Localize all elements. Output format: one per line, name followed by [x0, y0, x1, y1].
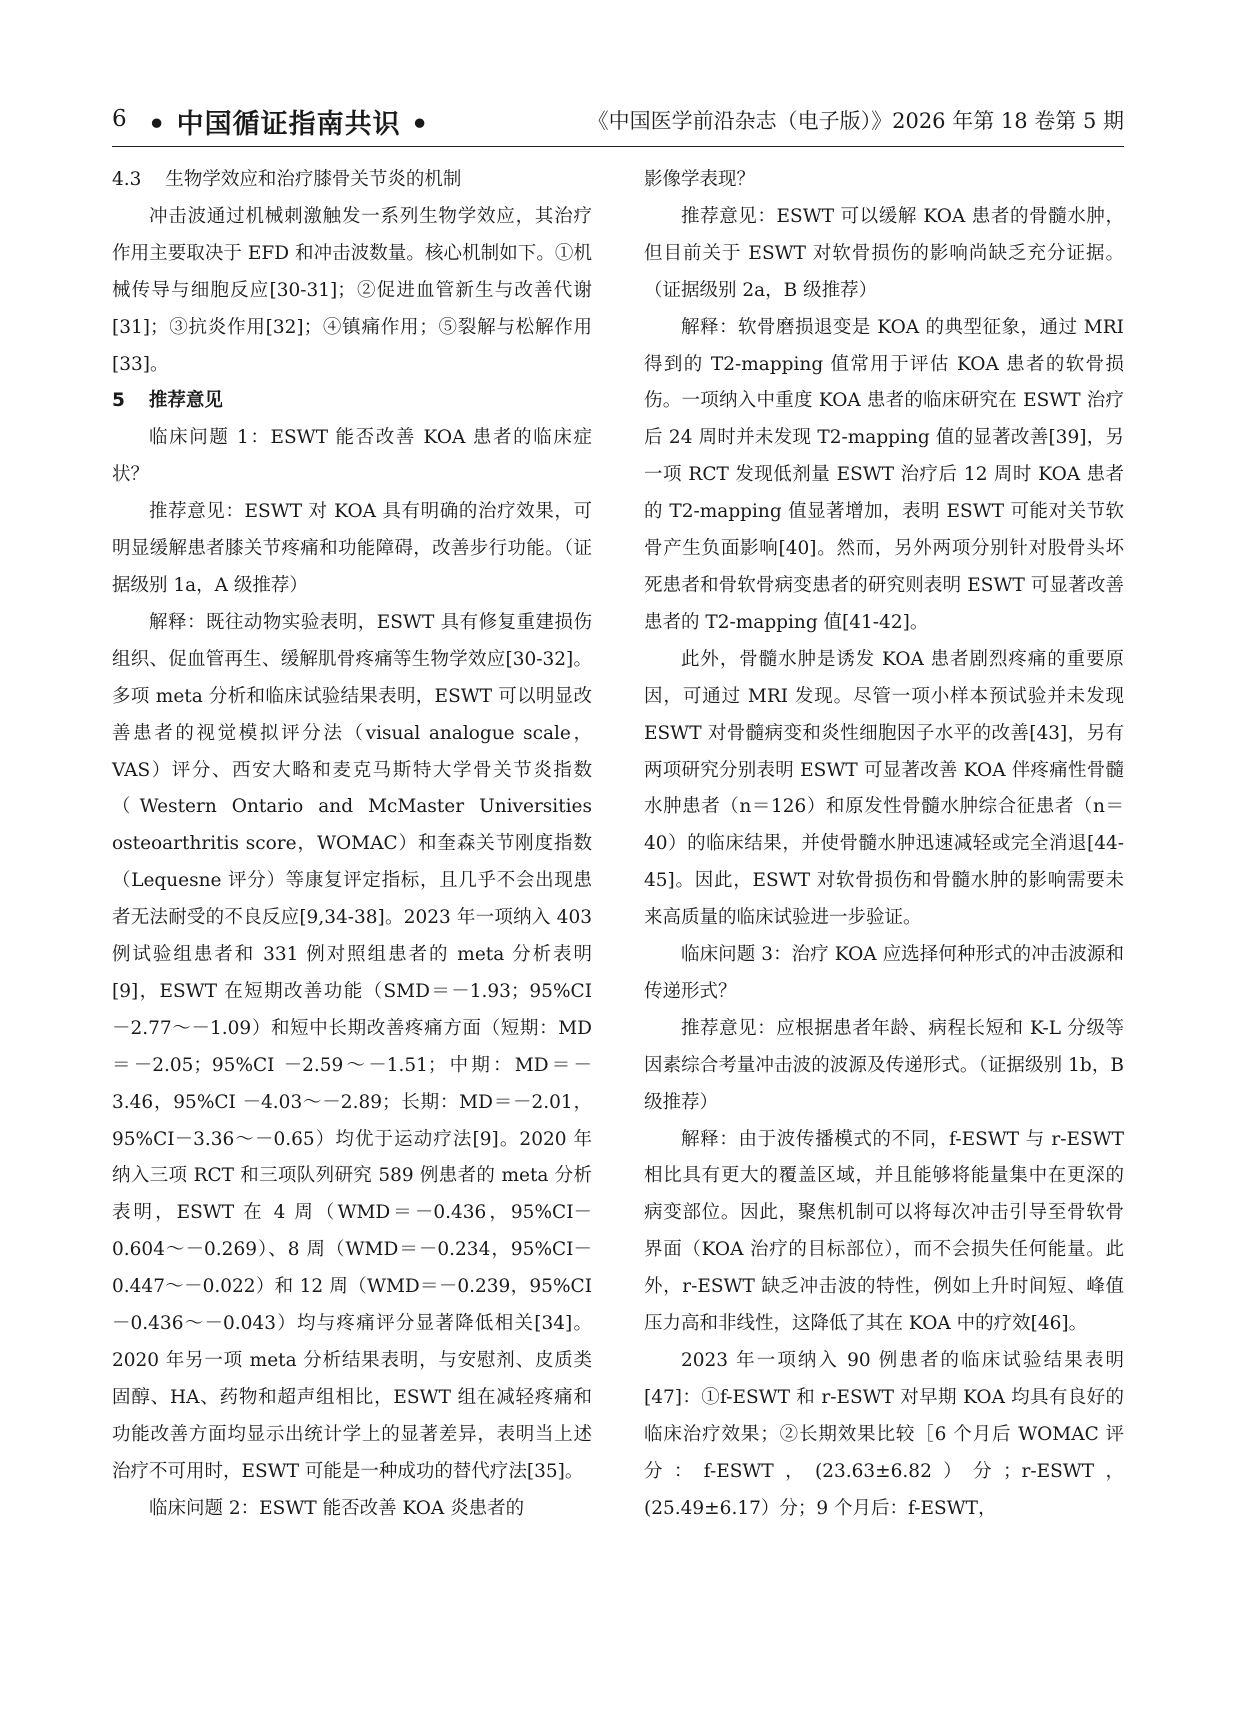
clinical-question-2-continued: 影像学表现？	[644, 169, 756, 190]
page-number: 6	[112, 106, 127, 132]
section-title-text: 推荐意见	[148, 390, 223, 412]
paragraph-mechanism: 冲击波通过机械刺激触发一系列生物学效应，其治疗作用主要取决于 EFD 和冲击波数量。核心机制如下。①机械传导与细胞反应[30-31]；②促进血管新生与改善代谢[31]；③抗炎作用[32]；④镇痛作用；⑤裂解与松解作用[33]。	[112, 205, 592, 375]
section-number: 5	[112, 390, 125, 412]
clinical-question-1: 临床问题 1：ESWT 能否改善 KOA 患者的临床症状？	[112, 427, 592, 486]
explanation-4: 2023 年一项纳入 90 例患者的临床试验结果表明[47]：①f-ESWT 和 r-ESWT 对早期 KOA 均具有良好的临床治疗效果；②长期效果比较［6 个月后 WOMAC 评分：f-ESWT，(23.63±6.82）分；r-ESWT，(25.49±6.17）分；9 个月后：f-ESWT，	[644, 1350, 1124, 1519]
clinical-question-2: 临床问题 2：ESWT 能否改善 KOA 炎患者的	[149, 1497, 525, 1519]
header-rule	[112, 146, 1124, 147]
explanation-1: 解释：既往动物实验表明，ESWT 具有修复重建损伤组织、促血管再生、缓解肌骨疼痛等生物学效应[30-32]。多项 meta 分析和临床试验结果表明，ESWT 可以明显改善患者的视觉模拟评分法（visual analogue scale，VAS）评分、西安大略和麦克马斯特大学骨关节炎指数（Western Ontario and McMaster Universities osteoarthritis score，WOMAC）和奎森关节刚度指数（Lequesne 评分）等康复评定指标，且几乎不会出现患者无法耐受的不良反应[9,34-38]。2023 年一项纳入 403 例试验组患者和 331 例对照组患者的 meta 分析表明[9]，ESWT 在短期改善功能（SMD＝－1.93；95%CI －2.77～－1.09）和短中长期改善疼痛方面（短期：MD＝－2.05；95%CI －2.59～－1.51；中期：MD＝－3.46，95%CI －4.03～－2.89；长期：MD＝－2.01，95%CI－3.36～－0.65）均优于运动疗法[9]。2020 年纳入三项 RCT 和三项队列研究 589 例患者的 meta 分析表明，ESWT 在 4 周（WMD＝－0.436，95%CI－0.604～－0.269）、8 周（WMD＝－0.234，95%CI－0.447～－0.022）和 12 周（WMD＝－0.239，95%CI－0.436～－0.043）均与疼痛评分显著降低相关[34]。2020 年另一项 meta 分析结果表明，与安慰剂、皮质类固醇、HA、药物和超声组相比，ESWT 组在减轻疼痛和功能改善方面均显示出统计学上的显著差异，表明当上述治疗不可用时，ESWT 可能是一种成功的替代疗法[35]。	[112, 611, 592, 1482]
recommendation-2: 推荐意见：ESWT 可以缓解 KOA 患者的骨髓水肿，但目前关于 ESWT 对软骨损伤的影响尚缺乏充分证据。（证据级别 2a，B 级推荐）	[644, 205, 1124, 301]
recommendation-1: 推荐意见：ESWT 对 KOA 具有明确的治疗效果，可明显缓解患者膝关节疼痛和功能障碍，改善步行功能。（证据级别 1a，A 级推荐）	[112, 501, 592, 596]
journal-citation: 《中国医学前沿杂志（电子版）》2026 年第 18 卷第 5 期	[587, 109, 1124, 133]
section-number: 4.3	[112, 169, 142, 190]
clinical-question-3: 临床问题 3：治疗 KOA 应选择何种形式的冲击波源和传递形式？	[644, 944, 1124, 1002]
section-title: • 中国循证指南共识 •	[148, 109, 430, 140]
section-heading-4-3	[112, 162, 592, 199]
explanation-3: 解释：由于波传播模式的不同，f-ESWT 与 r-ESWT 相比具有更大的覆盖区域，并且能够将能量集中在更深的病变部位。因此，聚焦机制可以将每次冲击引导至骨软骨界面（KOA 治疗的目标部位），而不会损失任何能量。此外，r-ESWT 缺乏冲击波的特性，例如上升时间短、峰值压力高和非线性，这降低了其在 KOA 中的疗效[46]。	[644, 1128, 1124, 1335]
section-heading-5	[112, 383, 592, 420]
recommendation-3: 推荐意见：应根据患者年龄、病程长短和 K-L 分级等因素综合考量冲击波的波源及传递形式。（证据级别 1b，B 级推荐）	[644, 1017, 1124, 1113]
explanation-2a: 解释：软骨磨损退变是 KOA 的典型征象，通过 MRI 得到的 T2-mapping 值常用于评估 KOA 患者的软骨损伤。一项纳入中重度 KOA 患者的临床研究在 ESWT 治疗后 24 周时并未发现 T2-mapping 值的显著改善[39]，另一项 RCT 发现低剂量 ESWT 治疗后 12 周时 KOA 患者的 T2-mapping 值显著增加，表明 ESWT 可能对关节软骨产生负面影响[40]。然而，另外两项分别针对股骨头坏死患者和骨软骨病变患者的研究则表明 ESWT 可显著改善患者的 T2-mapping 值[41-42]。	[644, 316, 1124, 633]
explanation-2b: 此外，骨髓水肿是诱发 KOA 患者剧烈疼痛的重要原因，可通过 MRI 发现。尽管一项小样本预试验并未发现 ESWT 对骨髓病变和炎性细胞因子水平的改善[43]，另有两项研究分别表明 ESWT 可显著改善 KOA 伴疼痛性骨髓水肿患者（n＝126）和原发性骨髓水肿综合征患者（n＝40）的临床结果，并使骨髓水肿迅速减轻或完全消退[44-45]。因此，ESWT 对软骨损伤和骨髓水肿的影响需要未来高质量的临床试验进一步验证。	[644, 648, 1124, 929]
section-title-text: 生物学效应和治疗膝骨关节炎的机制	[165, 169, 462, 190]
left-column	[112, 162, 592, 1528]
page-header	[112, 98, 1124, 142]
right-column	[644, 162, 1124, 1528]
